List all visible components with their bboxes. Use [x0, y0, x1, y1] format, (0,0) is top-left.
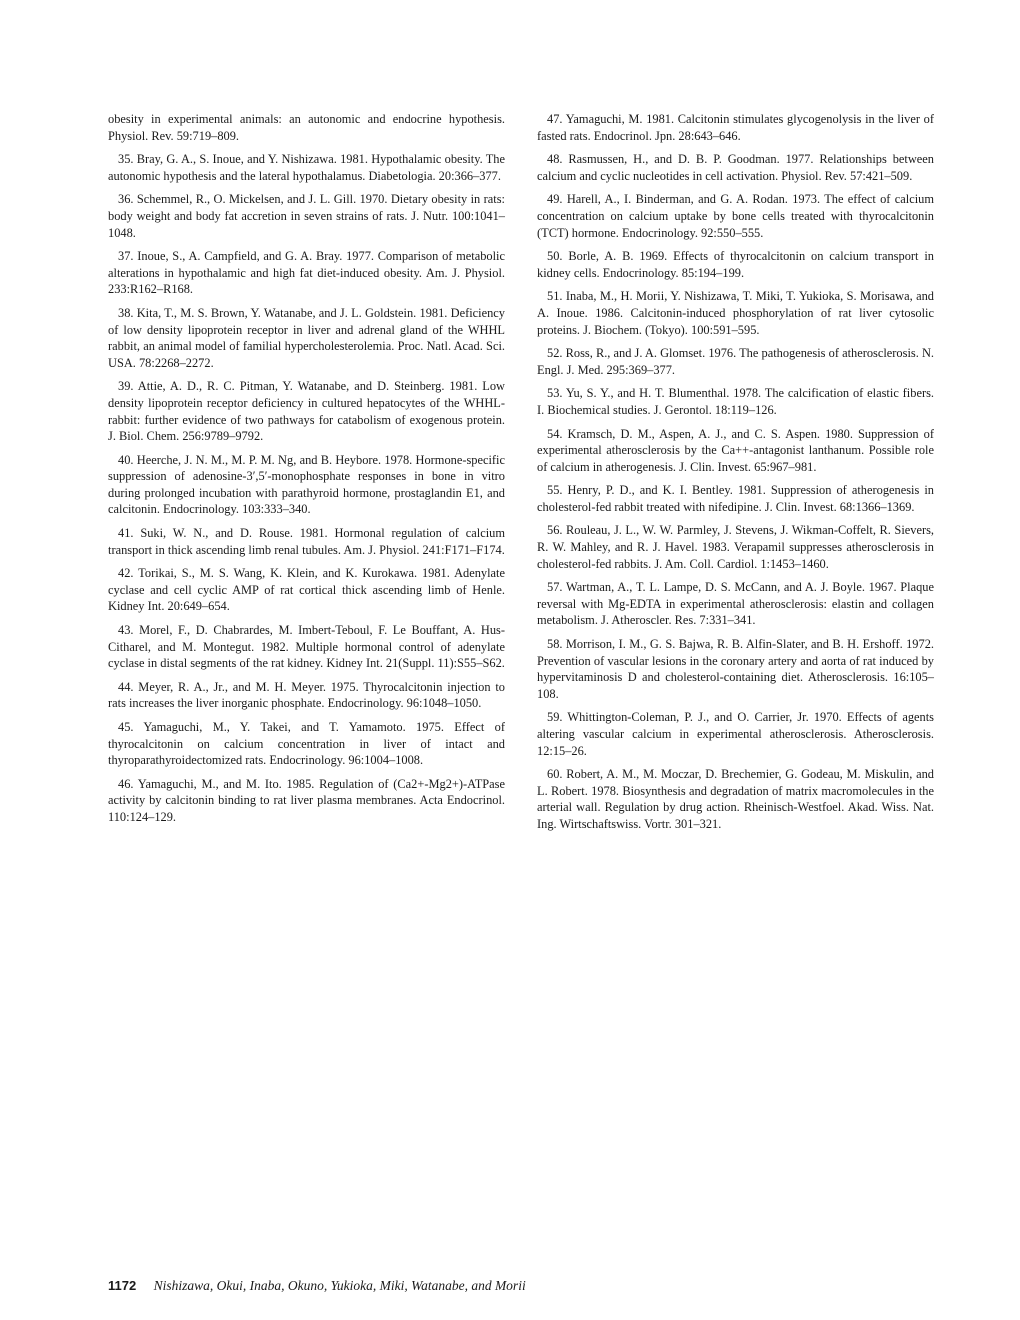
reference-entry: 58. Morrison, I. M., G. S. Bajwa, R. B. Alfin-Slater, and B. H. Ershoff. 1972. Prevention of vascular lesions in the coronary artery and aorta of rat induced by hypervitaminosis D and cholesterol-containing diet. Atherosclerosis. 16:105–108. [537, 637, 934, 701]
reference-entry: 55. Henry, P. D., and K. I. Bentley. 1981. Suppression of atherogenesis in cholesterol-fed rabbit treated with nifedipine. J. Clin. Invest. 68:1366–1369. [537, 483, 934, 514]
reference-entry: 51. Inaba, M., H. Morii, Y. Nishizawa, T. Miki, T. Yukioka, S. Morisawa, and A. Inoue. 1986. Calcitonin-induced phosphorylation of rat liver cytosolic proteins. J. Biochem. (Tokyo). 100:591–595. [537, 289, 934, 337]
reference-entry: 47. Yamaguchi, M. 1981. Calcitonin stimulates glycogenolysis in the liver of fasted rats. Endocrinol. Jpn. 28:643–646. [537, 112, 934, 143]
page-footer [108, 1278, 526, 1294]
reference-entry: 36. Schemmel, R., O. Mickelsen, and J. L. Gill. 1970. Dietary obesity in rats: body weight and body fat accretion in seven strains of rats. J. Nutr. 100:1041–1048. [108, 192, 505, 240]
page-number: 1172 [108, 1278, 137, 1293]
reference-entry: 38. Kita, T., M. S. Brown, Y. Watanabe, and J. L. Goldstein. 1981. Deficiency of low density lipoprotein receptor in liver and adrenal gland of the WHHL rabbit, an animal model of familial hypercholesterolemia. Proc. Natl. Acad. Sci. USA. 78:2268–2272. [108, 305, 505, 370]
reference-entry: 54. Kramsch, D. M., Aspen, A. J., and C. S. Aspen. 1980. Suppression of experimental atherosclerosis by the Ca++-antagonist lanthanum. Possible role of calcium in atherogenesis. J. Clin. Invest. 65:967–981. [537, 426, 934, 474]
reference-entry: 41. Suki, W. N., and D. Rouse. 1981. Hormonal regulation of calcium transport in thick ascending limb renal tubules. Am. J. Physiol. 241:F171–F174. [108, 526, 505, 557]
reference-entry: 60. Robert, A. M., M. Moczar, D. Brechemier, G. Godeau, M. Miskulin, and L. Robert. 1978. Biosynthesis and degradation of matrix macromolecules in the arterial wall. Regulation by drug action. Rheinisch-Westfoel. Akad. Wiss. Nat. Ing. Wirtschaftswiss. Vortr. 301–321. [537, 767, 934, 831]
reference-column-left [108, 111, 505, 833]
reference-entry: 57. Wartman, A., T. L. Lampe, D. S. McCann, and A. J. Boyle. 1967. Plaque reversal with Mg-EDTA in experimental atherosclerosis: elastin and collagen metabolism. J. Atheroscler. Res. 7:331–341. [537, 580, 934, 628]
reference-entry: 44. Meyer, R. A., Jr., and M. H. Meyer. 1975. Thyrocalcitonin injection to rats increases the liver inorganic phosphate. Endocrinology. 96:1048–1050. [108, 679, 505, 711]
reference-entry: 59. Whittington-Coleman, P. J., and O. Carrier, Jr. 1970. Effects of agents altering vascular calcium in experimental atherosclerosis. Atherosclerosis. 12:15–26. [537, 710, 934, 758]
reference-entry: 50. Borle, A. B. 1969. Effects of thyrocalcitonin on calcium transport in kidney cells. Endocrinology. 85:194–199. [537, 249, 934, 280]
reference-entry: 39. Attie, A. D., R. C. Pitman, Y. Watanabe, and D. Steinberg. 1981. Low density lipoprotein receptor deficiency in cultured hepatocytes of the WHHL-rabbit: further evidence of two pathways for catabolism of exogenous protein. J. Biol. Chem. 256:9789–9792. [108, 379, 505, 444]
reference-entry: 42. Torikai, S., M. S. Wang, K. Klein, and K. Kurokawa. 1981. Adenylate cyclase and cell cyclic AMP of rat cortical thick ascending limb of Henle. Kidney Int. 20:649–654. [108, 566, 505, 614]
reference-entry: 53. Yu, S. Y., and H. T. Blumenthal. 1978. The calcification of elastic fibers. I. Biochemical studies. J. Gerontol. 18:119–126. [537, 386, 934, 417]
reference-entry: 48. Rasmussen, H., and D. B. P. Goodman. 1977. Relationships between calcium and cyclic nucleotides in cell activation. Physiol. Rev. 57:421–509. [537, 152, 934, 183]
reference-entry: 37. Inoue, S., A. Campfield, and G. A. Bray. 1977. Comparison of metabolic alterations in hypothalamic and high fat diet-induced obesity. Am. J. Physiol. 233:R162–R168. [108, 249, 505, 297]
reference-entry: 35. Bray, G. A., S. Inoue, and Y. Nishizawa. 1981. Hypothalamic obesity. The autonomic hypothesis and the lateral hypothalamus. Diabetologia. 20:366–377. [108, 152, 505, 183]
reference-column-right [537, 111, 934, 840]
reference-entry: 45. Yamaguchi, M., Y. Takei, and T. Yamamoto. 1975. Effect of thyrocalcitonin on calcium concentration in liver of intact and thyroparathyroidectomized rats. Endocrinology. 96:1004–1008. [108, 720, 505, 768]
running-head-authors: Nishizawa, Okui, Inaba, Okuno, Yukioka, Miki, Watanabe, and Morii [153, 1278, 526, 1293]
reference-entry: 52. Ross, R., and J. A. Glomset. 1976. The pathogenesis of atherosclerosis. N. Engl. J. Med. 295:369–377. [537, 346, 934, 377]
reference-entry: 56. Rouleau, J. L., W. W. Parmley, J. Stevens, J. Wikman-Coffelt, R. Sievers, R. W. Mahley, and R. J. Havel. 1983. Verapamil suppresses atherosclerosis in cholesterol-fed rabbits. J. Am. Coll. Cardiol. 1:1453–1460. [537, 523, 934, 571]
reference-entry: 43. Morel, F., D. Chabrardes, M. Imbert-Teboul, F. Le Bouffant, A. Hus-Citharel, and M. Montegut. 1982. Multiple hormonal control of adenylate cyclase in distal segments of the rat kidney. Kidney Int. 21(Suppl. 11):S55–S62. [108, 623, 505, 671]
reference-entry: obesity in experimental animals: an autonomic and endocrine hypothesis. Physiol. Rev. 59:719–809. [108, 112, 505, 143]
reference-entry: 40. Heerche, J. N. M., M. P. M. Ng, and B. Heybore. 1978. Hormone-specific suppression of adenosine-3′,5′-monophosphate responses in bone in vitro during prolonged incubation with parathyroid hormone, prostaglandin E1, and calcitonin. Endocrinology. 103:333–340. [108, 452, 505, 517]
reference-entry: 49. Harell, A., I. Binderman, and G. A. Rodan. 1973. The effect of calcium concentration on calcium uptake by bone cells treated with thyrocalcitonin (TCT) hormone. Endocrinology. 92:550–555. [537, 192, 934, 240]
reference-entry: 46. Yamaguchi, M., and M. Ito. 1985. Regulation of (Ca2+-Mg2+)-ATPase activity by calcitonin binding to rat liver plasma membranes. Acta Endocrinol. 110:124–129. [108, 776, 505, 824]
